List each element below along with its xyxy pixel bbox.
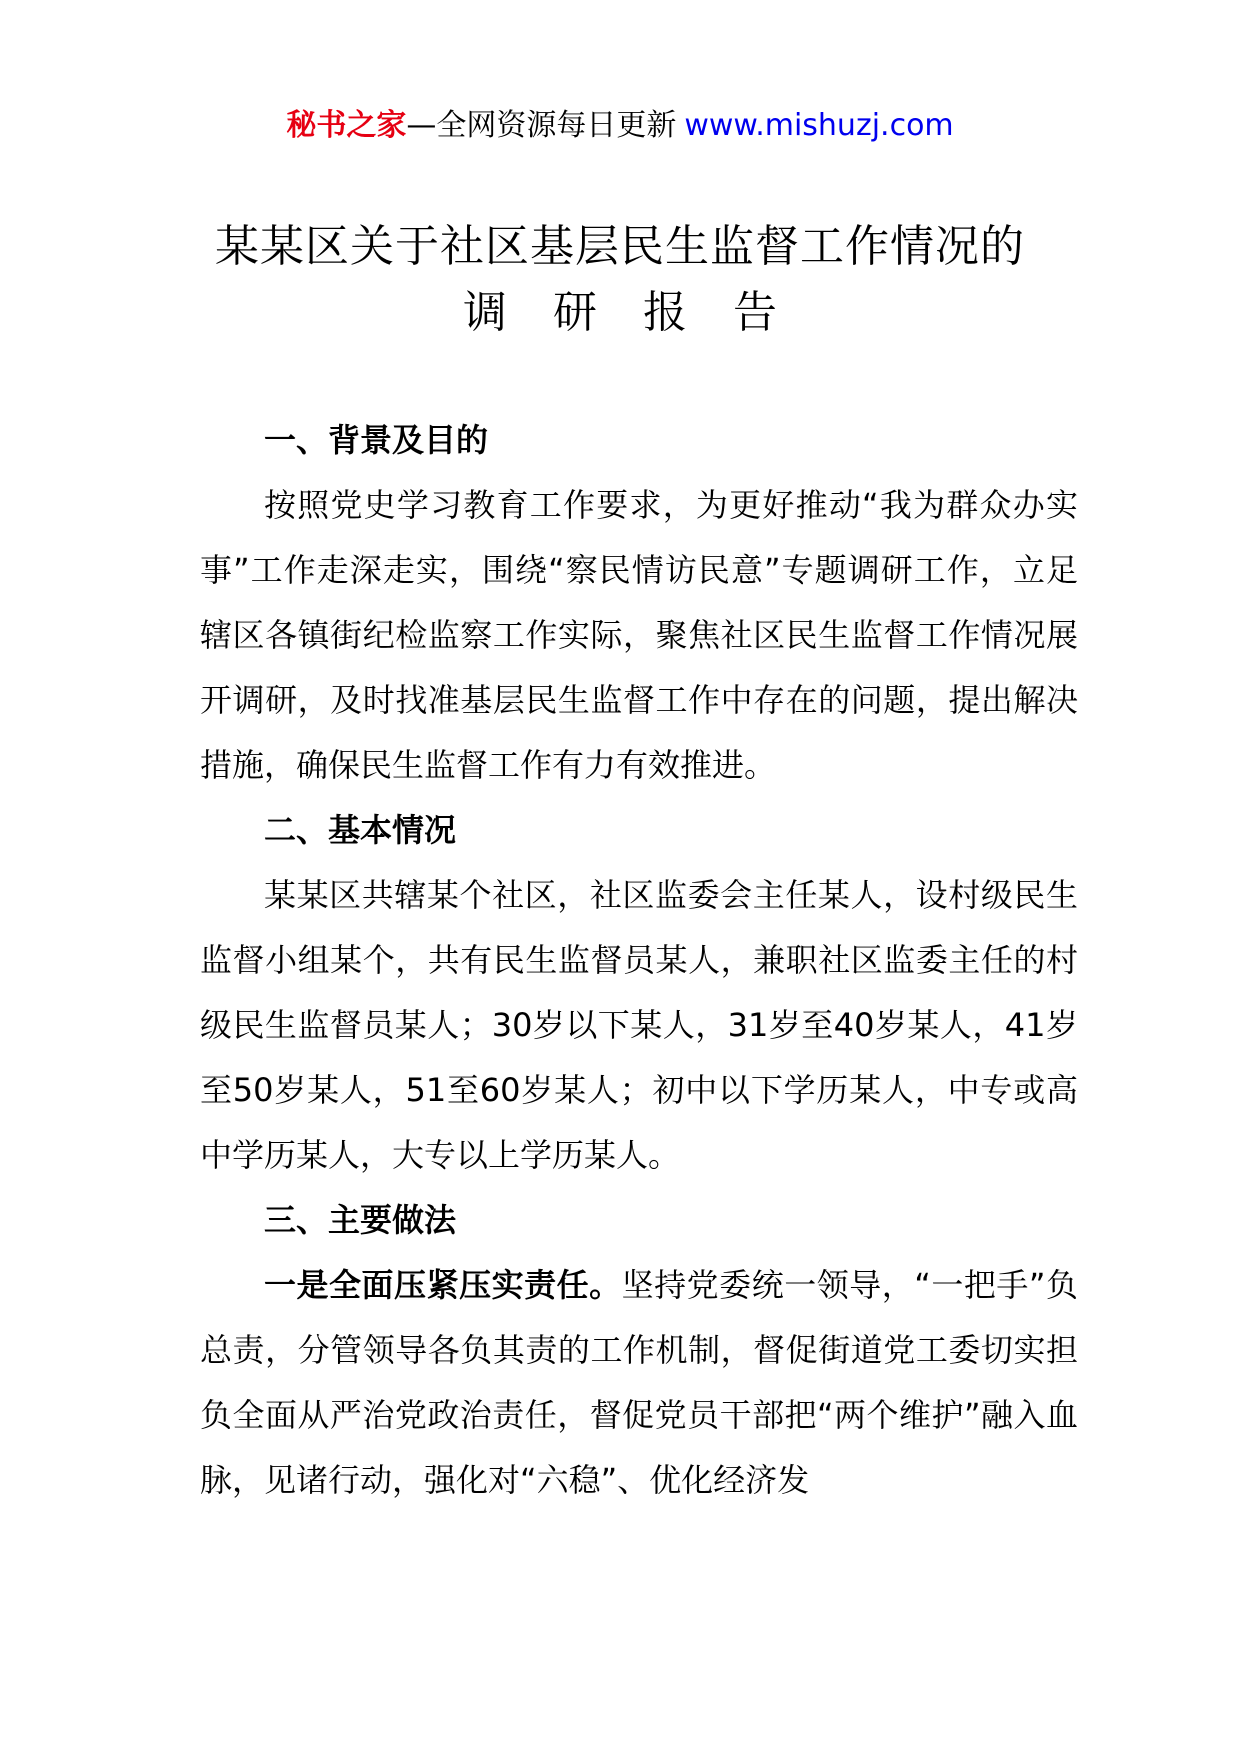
site-tagline: —全网资源每日更新 — [406, 108, 677, 143]
section-paragraph: 按照党史学习教育工作要求，为更好推动“我为群众办实事”工作走深走实，围绕“察民情访民意”专题调研工作，立足辖区各镇街纪检监察工作实际，聚焦社区民生监督工作情况展开调研，及时找准基层民生监督工作中存在的问题，提出解决措施，确保民生监督工作有力有效推进。 — [200, 486, 1078, 784]
title-line-1: 某某区关于社区基层民生监督工作情况的 — [215, 221, 1025, 272]
section-heading: 二、基本情况 — [264, 811, 457, 849]
paragraph-lead: 一是全面压紧压实责任。 — [264, 1266, 622, 1304]
section-paragraph — [200, 1253, 1078, 1513]
document-title — [0, 214, 1240, 346]
section-heading: 一、背景及目的 — [264, 421, 489, 459]
document-body — [200, 408, 1078, 1513]
title-line-2: 调研报告 — [463, 287, 823, 338]
site-brand: 秘书之家 — [286, 108, 407, 143]
site-url-link[interactable]: www.mishuzj.com — [684, 108, 954, 143]
site-header — [0, 104, 1240, 148]
section-paragraph: 某某区共辖某个社区，社区监委会主任某人，设村级民生监督小组某个，共有民生监督员某人，兼职社区监委主任的村级民生监督员某人；30岁以下某人，31岁至40岁某人，41岁至50岁某人，51至60岁某人；初中以下学历某人，中专或高中学历某人，大专以上学历某人。 — [200, 876, 1078, 1174]
section-heading: 三、主要做法 — [264, 1201, 457, 1239]
paragraph-text: 坚持党委统一领导，“一把手”负总责，分管领导各负其责的工作机制，督促街道党工委切实担负全面从严治党政治责任，督促党员干部把“两个维护”融入血脉，见诸行动，强化对“六稳”、优化经济发 — [200, 1266, 1078, 1499]
